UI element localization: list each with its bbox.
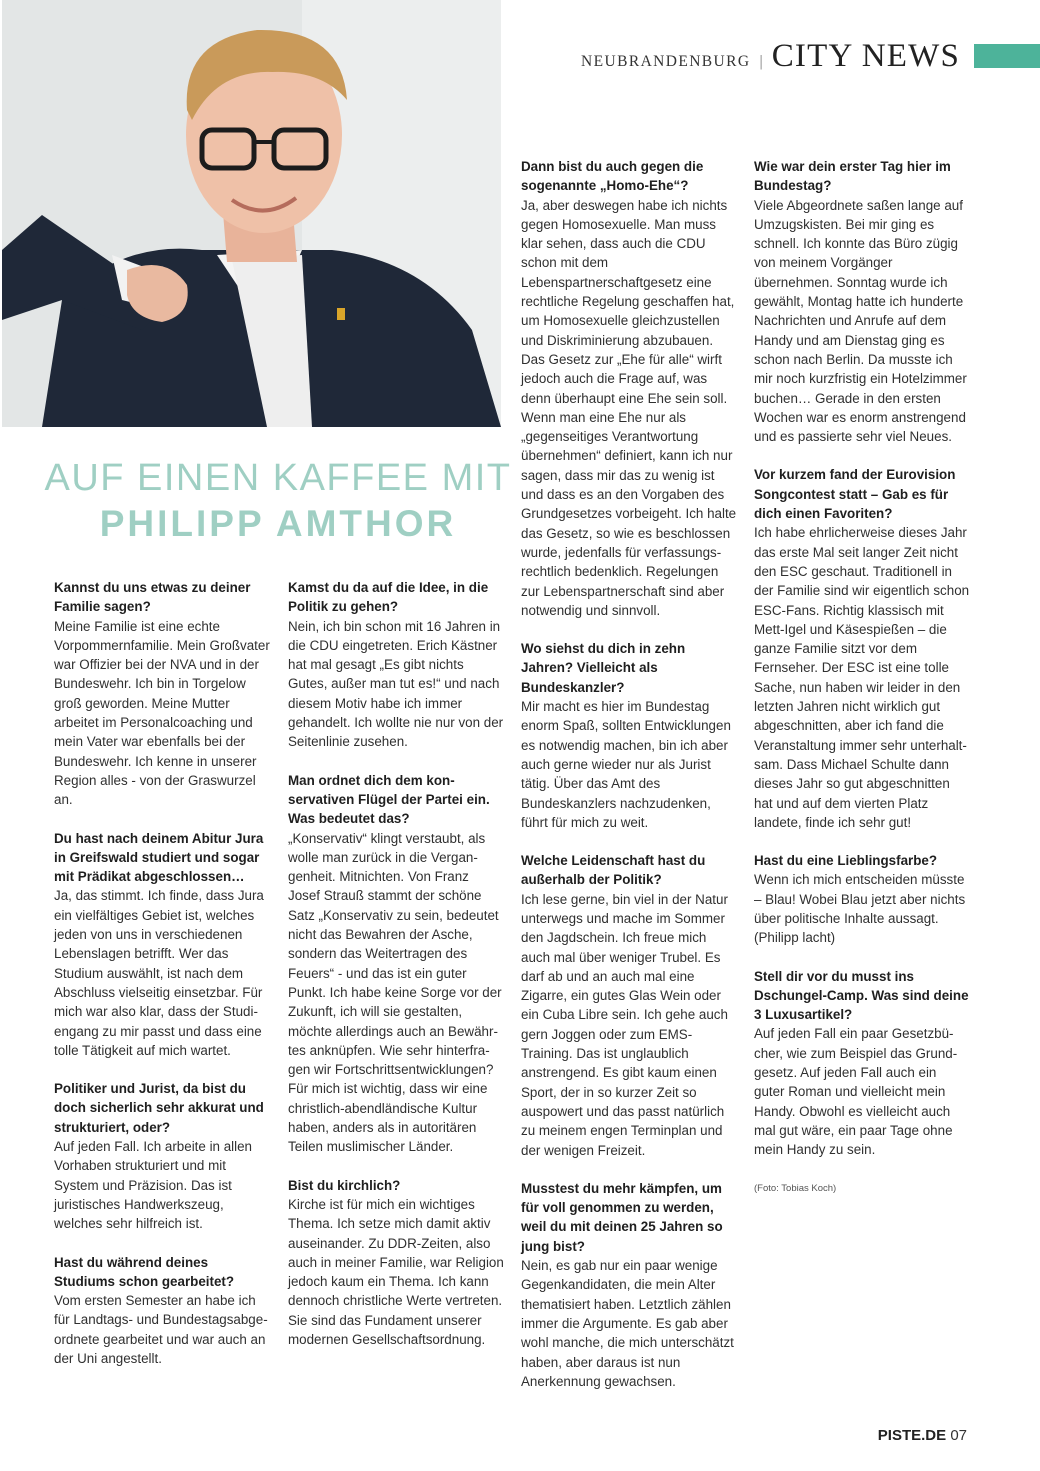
answer: Meine Familie ist eine echte Vorpommernfamilie. Mein Großvater war Offizier bei der NVA und in der Bundeswehr. Ich bin in Torgelow groß geworden. Meine Mutter arbeitet im Personalcoaching und mein Vater war ebenfalls bei der Bundeswehr. Ich kenne in unserer Region alles - von der Graswurzel an.	[54, 618, 270, 808]
question: Kamst du da auf die Idee, in die Politik zu gehen?	[288, 580, 489, 615]
question: Hast du während deines Studiums schon gearbeitet?	[54, 1254, 235, 1289]
question: Politiker und Jurist, da bist du doch sicherlich sehr akkurat und strukturiert, oder?	[54, 1081, 264, 1135]
qa-block	[521, 851, 737, 1160]
qa-block	[288, 578, 504, 752]
question: Hast du eine Lieblingsfarbe?	[754, 853, 938, 869]
qa-block	[754, 157, 970, 446]
photo-credit: (Foto: Tobias Koch)	[754, 1182, 837, 1194]
column-3	[521, 157, 737, 1410]
qa-block	[754, 851, 970, 947]
qa-block	[521, 157, 737, 620]
answer: Mir macht es hier im Bundestag enorm Spaß, sollten Entwicklungen es notwendig machen, bin ich aber auch gerne wieder nur als Jurist tätig. Über das Amt des Bundeskanzlers nachzudenken, führt für mich zu weit.	[521, 699, 731, 830]
answer: Viele Abgeordnete saßen lange auf Umzugskisten. Bei mir ging es schnell. Ich konnte das Büro zügig von meinem Vorgänger übernehmen. Sonntag wurde ich gewählt, Montag hatte ich hunderte Nachrichten und Anrufe auf dem Handy und am Dienstag ging es schon nach Berlin. Da musste ich mir noch kurzfristig ein Hotelzimmer buchen… Gerade in den ersten Wochen war es enorm anstrengend und es passierte sehr viel Neues.	[754, 197, 967, 445]
column-1	[54, 578, 270, 1387]
answer: Ich lese gerne, bin viel in der Natur unterwegs und mache im Sommer den Jagdschein. Ich freue mich auch mal über weniger Trubel. Es darf ab und an auch mal eine Zigarre, ein gutes Glas Wein oder ein Cuba Libre sein. Ich gehe auch gern Joggen oder zum EMS-Training. Das ist unglaublich anstrengend. Es gibt kaum einen Sport, der in so kurzer Zeit so auspowert und das passt natürlich zu meinem engen Terminplan und der wenigen Freizeit.	[521, 891, 728, 1158]
answer: Nein, es gab nur ein paar wenige Gegenkandidaten, die mein Alter thematisiert haben. Letztlich zählen immer die Argumente. Es gab aber wohl manche, die mich unterschätzt haben, aber daraus ist nun Anerkennung gewachsen.	[521, 1258, 734, 1389]
masthead-accent-bar	[974, 44, 1040, 68]
qa-block	[54, 578, 270, 810]
answer: Nein, ich bin schon mit 16 Jahren in die CDU eingetreten. Erich Kästner hat mal gesagt „Es gibt nichts Gutes, außer man tut es!“ und nach diesem Motiv habe ich immer gehandelt. Ich wollte nie nur von der Seitenlinie zusehen.	[288, 618, 504, 750]
page-footer	[878, 1427, 967, 1444]
qa-block	[754, 967, 970, 1160]
answer: Kirche ist für mich ein wichtiges Thema. Ich setze mich damit aktiv auseinander. Zu DDR-Zeiten, also auch in meiner Familie, war Religion jedoch kaum ein Thema. Ich kann dennoch christliche Werte vertreten. Sie sind das Fundament unserer modernen Gesellschaftsordnung.	[288, 1196, 504, 1347]
question: Musstest du mehr kämpfen, um für voll genommen zu werden, weil du mit deinen 25 Jahren so jung bist?	[521, 1180, 723, 1254]
question: Kannst du uns etwas zu deiner Familie sagen?	[54, 580, 251, 615]
qa-block	[521, 1179, 737, 1391]
question: Man ordnet dich dem konservativen Flügel der Partei ein. Was bedeutet das?	[288, 772, 490, 827]
qa-block	[54, 1253, 270, 1369]
answer: Auf jeden Fall ein paar Gesetzbücher, wie zum Beispiel das Grundgesetz. Auf jeden Fall auch ein guter Roman und vielleicht mein Handy. Obwohl es vielleicht auch mal gut wäre, ein paar Tage ohne mein Handy zu sein.	[754, 1026, 958, 1158]
masthead-city: NEUBRANDENBURG	[581, 53, 751, 70]
page-number: 07	[950, 1427, 967, 1444]
column-4	[754, 157, 970, 1198]
qa-block	[54, 829, 270, 1061]
answer: Ja, aber deswegen habe ich nichts gegen Homosexuelle. Man muss klar sehen, dass auch die CDU schon mit dem Lebenspartnerschaftgesetz eine rechtliche Regelung geschaffen hat, um Homosexuelle gleichzustellen und Diskriminierung abzubauen. Das Gesetz zur „Ehe für alle“ wirft jedoch auch die Frage auf, was denn überhaupt eine Ehe sein soll. Wenn man eine Ehe nur als „gegenseitiges Verantwortung übernehmen“ definiert, kann ich nur sagen, dass mir das zu wenig ist und dass es an den Vorgaben des Grundgesetzes vorbeigeht. Ich halte das Gesetz, so wie es beschlossen wurde, jedenfalls für verfassungsrechtlich bedenklich. Regelungen zur Lebenspartnerschaft sind aber notwendig und sinnvoll.	[521, 197, 737, 618]
question: Vor kurzem fand der Eurovision Songcontest statt – Gab es für dich einen Favoriten?	[754, 467, 956, 522]
question: Stell dir vor du musst ins Dschungel-Camp. Was sind deine 3 Luxusartikel?	[754, 968, 969, 1023]
headline	[0, 455, 556, 547]
answer: Ich habe ehrlicherweise dieses Jahr das erste Mal seit langer Zeit nicht den ESC geschaut. Traditionell in der Familie sind wir eigentlich schon ESC-Fans. Richtig klassisch mit Mett-Igel und Käsespießen – die ganze Familie sitzt vor dem Fernseher. Der ESC ist eine tolle Sache, nun haben wir leider in den letzten Jahren nicht wirklich gut abgeschnitten, aber ich fand die Veranstaltung immer sehr unterhaltsam. Dass Michael Schulte dann dieses Jahr so gut abgeschnitten hat und auf dem vierten Platz landete, finde ich sehr gut!	[754, 525, 970, 830]
qa-block	[288, 771, 504, 1157]
qa-block	[754, 465, 970, 832]
portrait-photo	[2, 0, 501, 427]
answer: Auf jeden Fall. Ich arbeite in allen Vorhaben strukturiert und mit System und Präzision. Das ist juristisches Handwerkszeug, welches sehr hilfreich ist.	[54, 1139, 253, 1232]
headline-line1: AUF EINEN KAFFEE MIT	[44, 457, 512, 499]
portrait-illustration	[2, 0, 501, 427]
qa-block	[54, 1079, 270, 1233]
column-2	[288, 578, 504, 1368]
masthead-section: CITY NEWS	[771, 38, 960, 74]
headline-line2: PHILIPP AMTHOR	[99, 503, 457, 544]
qa-block	[521, 639, 737, 832]
answer: „Konservativ“ klingt verstaubt, als wolle man zurück in die Vergangenheit. Mitnichten. Von Franz Josef Strauß stammt der schöne Satz „Konservativ zu sein, bedeutet nicht das Bewahren der Asche, sondern das Weitertragen des Feuers“ - und das ist ein guter Punkt. Ich habe keine Sorge vor der Zukunft, ich will sie gestalten, möchte allerdings auch an Bewährtes anknüpfen. Wie sehr hinterfragen wir Fortschrittsentwicklungen? Für mich ist wichtig, dass wir eine christlich-abendländische Kultur haben, anders als in autoritären Teilen muslimischer Länder.	[288, 830, 502, 1155]
masthead-separator: |	[759, 53, 763, 70]
masthead	[581, 38, 960, 75]
question: Wo siehst du dich in zehn Jahren? Vielleicht als Bundeskanzler?	[521, 641, 686, 695]
question: Bist du kirchlich?	[288, 1177, 401, 1193]
publication-name: PISTE.DE	[877, 1427, 947, 1444]
answer: Vom ersten Semester an habe ich für Landtags- und Bundestagsabgeordnete gearbeitet und war auch an der Uni angestellt.	[54, 1293, 268, 1366]
question: Du hast nach deinem Abitur Jura in Greifswald studiert und sogar mit Prädikat abgeschlossen…	[54, 830, 264, 885]
answer: Wenn ich mich entscheiden müsste – Blau! Wobei Blau jetzt aber nichts über politische Inhalte aussagt. (Philipp lacht)	[754, 872, 966, 946]
question: Welche Leidenschaft hast du außerhalb der Politik?	[521, 853, 706, 888]
question: Dann bist du auch gegen die sogenannte „Homo-Ehe“?	[521, 159, 704, 194]
question: Wie war dein erster Tag hier im Bundestag?	[754, 159, 951, 194]
qa-block	[288, 1176, 504, 1350]
answer: Ja, das stimmt. Ich finde, dass Jura ein vielfältiges Gebiet ist, welches jeden von uns in verschiedenen Lebenslagen betrifft. Wer das Studium auswählt, ist nach dem Abschluss vielseitig einsetzbar. Für mich war also klar, dass der Studiengang zu mir passt und dass eine tolle Tätigkeit auf mich wartet.	[54, 888, 264, 1058]
